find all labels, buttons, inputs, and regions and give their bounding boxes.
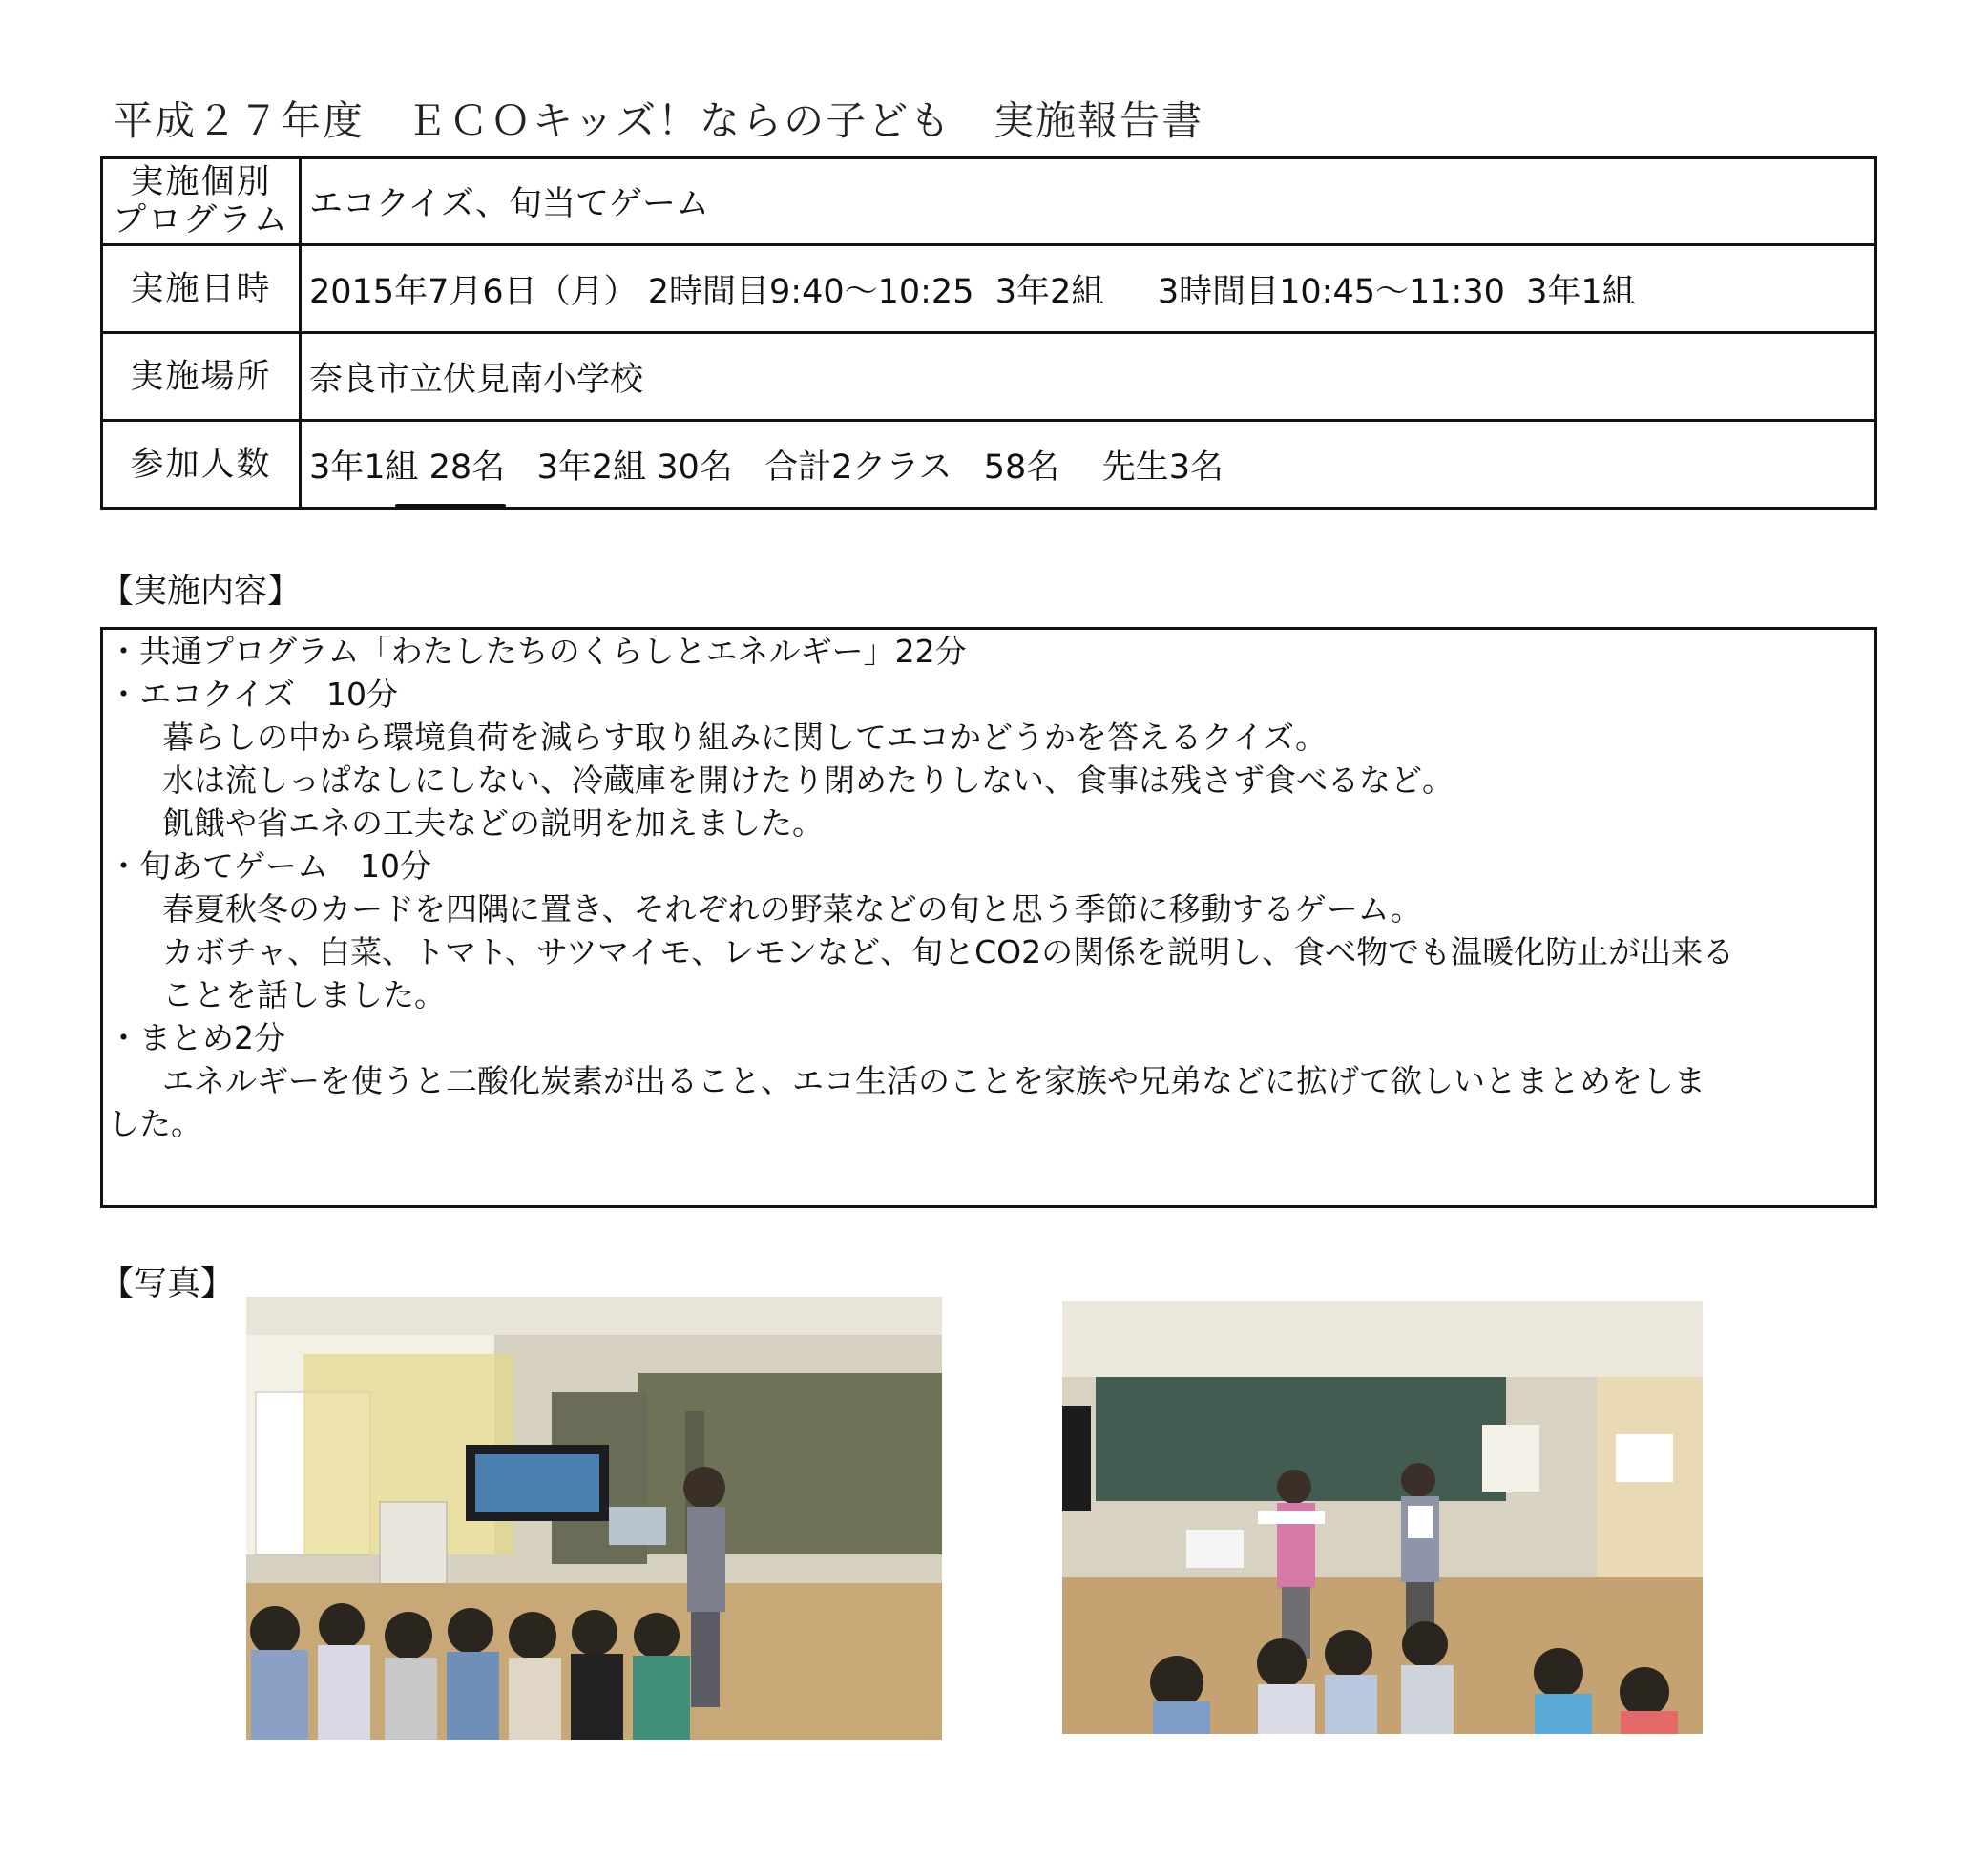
content-line: 暮らしの中から環境負荷を減らす取り組みに関してエコかどうかを答えるクイズ。 (162, 719, 1328, 756)
content-line: した。 (108, 1105, 202, 1142)
content-line: カボチャ、白菜、トマト、サツマイモ、レモンなど、旬とCO2の関係を説明し、食べ物でも温暖化防止が出来る (162, 933, 1735, 970)
program-row (102, 158, 1876, 245)
content-heading: 【実施内容】 (100, 573, 302, 611)
content-line: ・まとめ2分 (108, 1019, 285, 1056)
place-value: 奈良市立伏見南小学校 (301, 333, 1876, 421)
program-value: エコクイズ、旬当てゲーム (301, 158, 1876, 245)
participants-label: 参加人数 (102, 421, 301, 509)
program-label-text: 実施個別 プログラム (113, 163, 289, 240)
content-line: 春夏秋冬のカードを四隅に置き、それぞれの野菜などの旬と思う季節に移動するゲーム。 (162, 890, 1422, 928)
classroom-photo-1 (246, 1297, 942, 1740)
content-line: ・エコクイズ 10分 (108, 676, 399, 713)
content-line: 飢餓や省エネの工夫などの説明を加えました。 (162, 804, 824, 842)
classroom-photo-2 (1062, 1301, 1703, 1734)
content-line: ・共通プログラム「わたしたちのくらしとエネルギー」22分 (108, 633, 967, 670)
underline-mark (395, 504, 506, 510)
datetime-row (102, 245, 1876, 333)
report-title: 平成２７年度 ＥＣＯキッズ！ならの子ども 実施報告書 (113, 97, 1204, 144)
content-line: 水は流しっぱなしにしない、冷蔵庫を開けたり閉めたりしない、食事は残さず食べるなど。 (162, 762, 1454, 799)
datetime-value: 2015年7月6日（月） 2時間目9:40〜10:25 3年2組 3時間目10:45〜11:30 3年1組 (301, 245, 1876, 333)
content-line: ことを話しました。 (162, 976, 446, 1013)
place-row (102, 333, 1876, 421)
datetime-label: 実施日時 (102, 245, 301, 333)
content-line: エネルギーを使うと二酸化炭素が出ること、エコ生活のことを家族や兄弟などに拡げて欲しいとまとめをしま (162, 1062, 1705, 1099)
classroom-photo-2-image (1062, 1301, 1703, 1734)
content-line: ・旬あてゲーム 10分 (108, 847, 431, 885)
participants-value: 3年1組 28名 3年2組 30名 合計2クラス 58名 先生3名 (301, 421, 1876, 509)
content-box (100, 627, 1877, 1208)
participants-row (102, 421, 1876, 509)
program-label (102, 158, 301, 245)
info-table (100, 156, 1877, 510)
classroom-photo-1-image (246, 1297, 942, 1740)
photo-heading: 【写真】 (100, 1265, 235, 1304)
place-label: 実施場所 (102, 333, 301, 421)
